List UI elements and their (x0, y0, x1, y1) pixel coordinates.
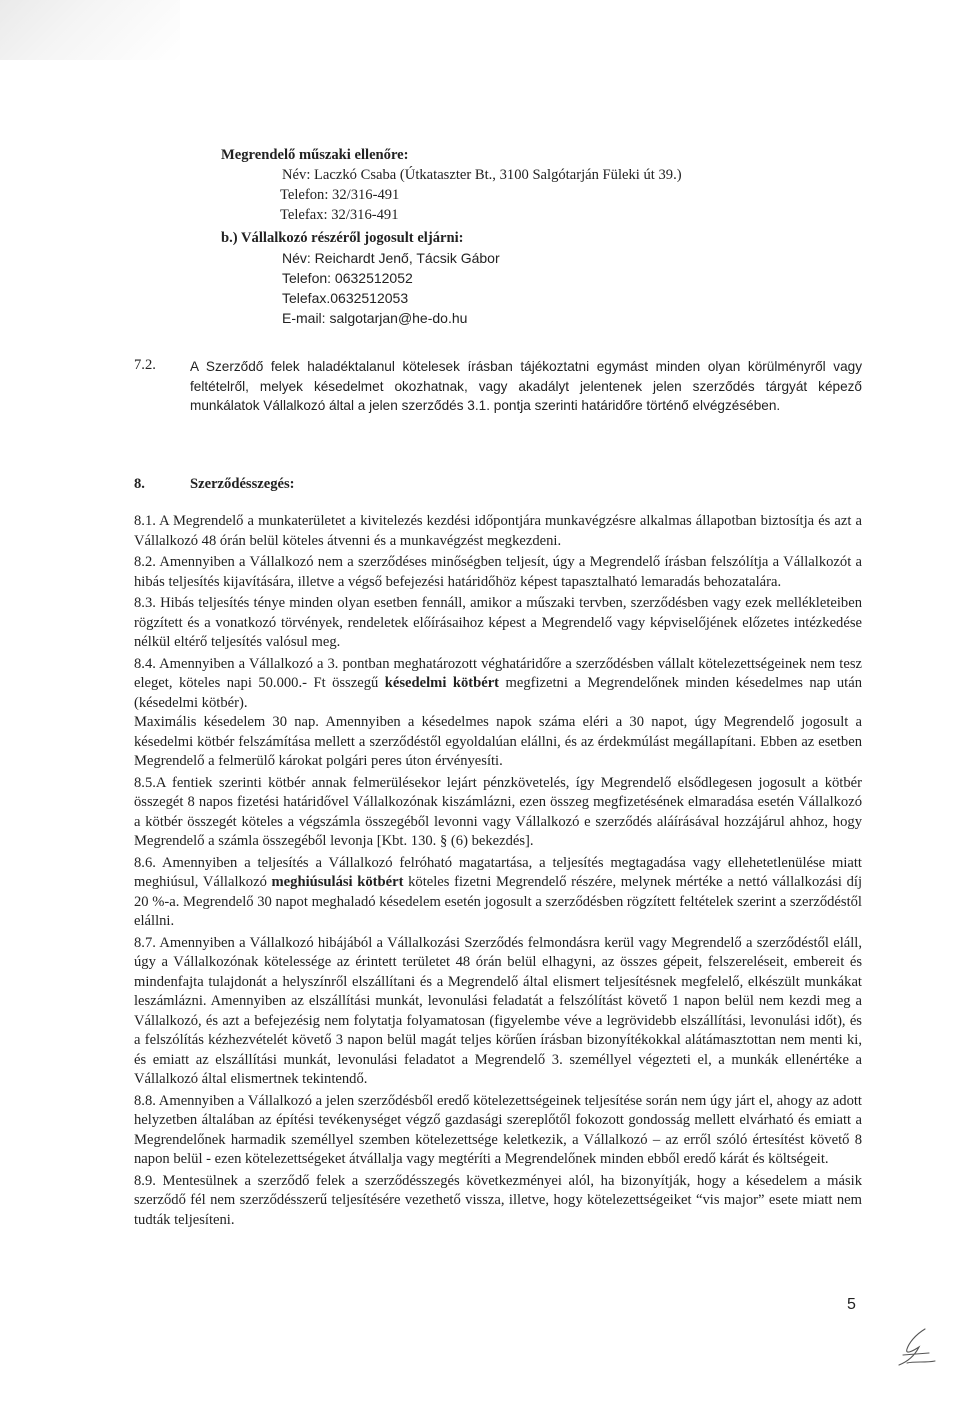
page-number: 5 (847, 1296, 856, 1313)
section-8-heading (134, 474, 862, 494)
paragraph-text: A Szerződő felek haladéktalanul kötelesek írásban tájékoztatni egymást minden olyan körülményről vagy feltételről, melyek késedelmet okozhatnak, vagy akadályt jelentenek jelen szerződés tárgyát képező munkálatok Vállalkozó által a jelen szerződés 3.1. pontja szerinti határidőre történő elvégzésében. (190, 359, 862, 414)
clause-8-6-text-a: 8.6. Amennyiben a teljesítés a Vállalkozó felróható magatartása, a teljesítés megtagadása vagy ellehetetlenülése miatt meghiúsul, Vállalkozó (134, 854, 862, 890)
clause-8-1: 8.1. A Megrendelő a munkaterületet a kivitelezés kezdési időpontjára munkavégzésre alkalmas állapotban biztosítja és azt a Vállalkozó 48 órán belül köteles átvenni és a munkavégzést megkezdeni. (134, 513, 862, 549)
inspector-fax-line: Telefax: 32/316-491 (280, 207, 399, 223)
inspector-phone-line: Telefon: 32/316-491 (280, 187, 400, 203)
clause-8-9: 8.9. Mentesülnek a szerződő felek a szerződésszegés következményei alól, ha bizonyítják, hogy a késedelem a másik szerződő fél nem szerződésszerű teljesítésére vezethető vissza, illetve, hogy kötelezettségeiket “vis major” esete miatt nem tudták teljesíteni. (134, 1172, 862, 1228)
clause-8-8: 8.8. Amennyiben a Vállalkozó a jelen szerződésből eredő kötelezettségeinek teljesítése során nem úgy járt el, ahogy az adott helyzetben általában az építési tevékenységet végző gazdasági szereplőtől fokozott gondosság mellett elvárható és emiatt a Megrendelőnek harmadik személlyel szemben kötelezettsége keletkezik, a Vállalkozó – az erről szóló értesítést követő 8 napon belül - ezen kötelezettségeket átvállalja vagy megtéríti a Megrendelőnek minden ebből eredő kárát és költségeit. (134, 1092, 862, 1167)
contractor-email-line: E-mail: salgotarjan@he-do.hu (282, 310, 468, 326)
clause-8-7: 8.7. Amennyiben a Vállalkozó hibájából a Vállalkozási Szerződés felmondásra kerül vagy Megrendelő a szerződéstől eláll, úgy a Vállalkozónak kötelessége az érintett területet 48 órán belül elhagyni, az összes gépeit, felszereléseit, embereit és mindenfajta tulajdonát a helyszínről elszállítani és a Megrendelő által elismert teljesítésnek megfelelő, elkészült munkákat leszámlázni. Amennyiben az elszállítási munkát, levonulási feladatát a felszólítást követő 1 napon belül nem kezdi meg a Vállalkozó, és azt a befejezésig nem folytatja folyamatosan (figyelembe véve a legrövidebb elszállítási, levonulási időt), és a felszólítás kézhezvételét követő 3 napon belül magát teljes körűen írásban bizonyítékokkal alátámasztottan nem menti ki, és emiatt az elszállítási munkát, levonulási feladatot a Megrendelő 3. személlyel végezteti el, a munkák ellenértéke a Vállalkozó által elismertnek tekintendő. (134, 934, 862, 1087)
clause-8-6-bold: meghiúsulási kötbért (271, 874, 404, 890)
clause-8-6-text-b: köteles fizetni Megrendelő részére, melynek mértéke a nettó vállalkozási díj 20 %-a. Megrendelő 30 napot meghaladó késedelem esetén jogosult a szerződésben rögzített feltételek szerint a szerződéstől elállni. (134, 874, 863, 929)
section-number: 8. (134, 476, 145, 492)
clause-8-4-continued: Maximális késedelem 30 nap. Amennyiben a késedelmes napok száma eléri a 30 napot, úgy Megrendelő jogosult a késedelmi kötbér felszámítása mellett a szerződéstől egyoldalúan elállni, és az érdekmúlást megállapítani. Ebben az esetben Megrendelő a felmerülő károkat polgári peres úton érvényesíti. (134, 714, 862, 769)
technical-inspector-heading: Megrendelő műszaki ellenőre: (221, 147, 409, 163)
technical-inspector-block (221, 145, 861, 225)
contractor-phone-line: Telefon: 0632512052 (282, 270, 413, 286)
clause-8-4 (134, 655, 862, 714)
contractor-contact-heading: b.) Vállalkozó részéről jogosult eljárni: (221, 230, 464, 246)
section-title: Szerződésszegés: (190, 476, 295, 492)
clause-8-6 (134, 854, 862, 932)
scan-artifact (0, 0, 180, 60)
clause-8-4-text-a: 8.4. Amennyiben a Vállalkozó a 3. pontban meghatározott véghatáridőre a szerződésben vállalt kötelezettségeinek nem tesz eleget, köteles napi 50.000.- Ft összegű (134, 655, 862, 691)
paragraph-number: 7.2. (134, 357, 156, 373)
signature-initial-mark (885, 1325, 945, 1371)
clause-8-4-bold: késedelmi kötbért (384, 675, 500, 691)
contractor-name-line: Név: Reichardt Jenő, Tácsik Gábor (282, 250, 500, 266)
clause-8-4-text-b: megfizetni a Megrendelőnek minden késedelmes nap után (késedelmi kötbér). (134, 675, 862, 711)
clause-8-3: 8.3. Hibás teljesítés ténye minden olyan esetben fennáll, amikor a műszaki tervben, szerződésben vagy ezek mellékleteiben rögzített és a vonatkozó törvények, rendeletek előírásaihoz képest a Megrendelő vagy képviselőjének előzetes intézkedése nélkül eltérő teljesítés valósul meg. (134, 595, 862, 650)
contractor-fax-line: Telefax.0632512053 (282, 290, 409, 306)
clause-8-2: 8.2. Amennyiben a Vállalkozó nem a szerződéses minőségben teljesít, úgy a Megrendelő írásban felszólítja a Vállalkozót a hibás teljesítés kijavítására, illetve a végső befejezési határidőhöz képest tapasztalható lemaradás behozatalára. (134, 554, 862, 590)
inspector-name-line: Név: Laczkó Csaba (Útkataszter Bt., 3100 Salgótarján Füleki út 39.) (282, 167, 682, 183)
paragraph-7-2 (134, 357, 862, 416)
contractor-contact-block (221, 228, 861, 328)
clause-8-5: 8.5.A fentiek szerinti kötbér annak felmerülésekor lejárt pénzkövetelés, így Megrendelő elsődlegesen jogosult a kötbér összegét 8 napos fizetési határidővel Vállalkozónak kiszámlázni, ezen összeg megfizetésének elmaradása esetén Vállalkozó a kötbér összegét köteles a végszámla összegéből levonni vagy Vállalkozó e szerződés aláírásával hozzájárul ahhoz, hogy Megrendelő a számla összegéből levonja [Kbt. 130. § (6) bekezdés]. (134, 774, 862, 849)
section-8-body (134, 512, 862, 1230)
